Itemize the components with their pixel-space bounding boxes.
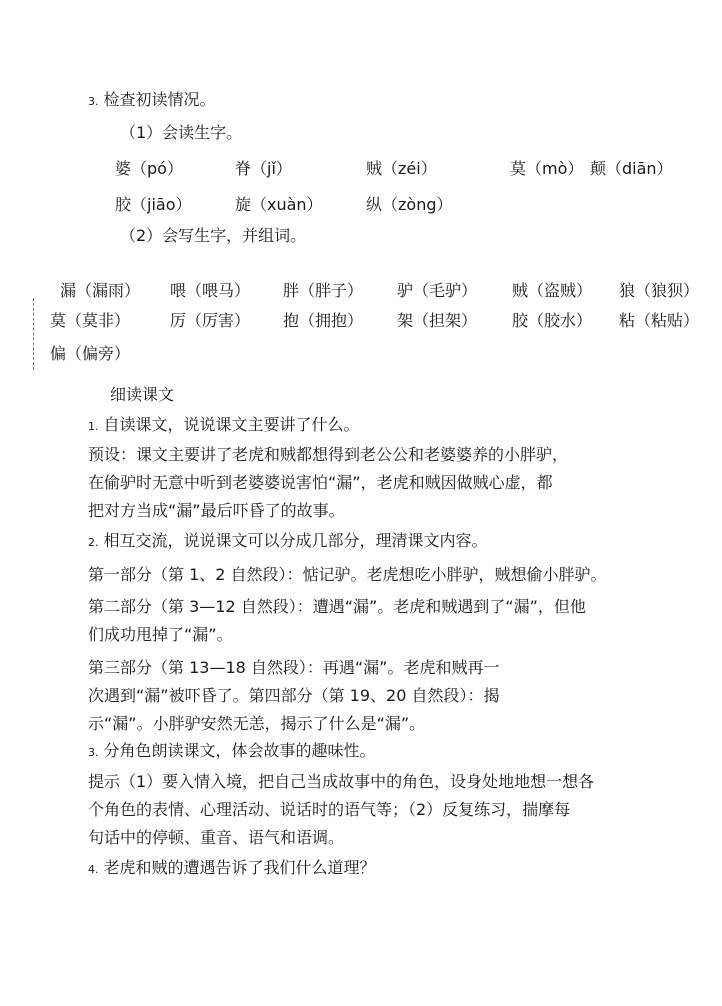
pinyin-item: 旋（xuàn） xyxy=(235,195,323,214)
section3-sub1: （1）会读生字。 xyxy=(120,123,243,142)
pinyin-item: 婆（pó） xyxy=(115,159,183,178)
pinyin-item: 贼（zéi） xyxy=(366,159,437,178)
section3-title: 检查初读情况。 xyxy=(103,90,216,109)
pinyin-item: 胶（jiāo） xyxy=(115,195,192,214)
pinyin-item: 颠（diān） xyxy=(590,159,673,178)
question-4-number: 4. xyxy=(88,863,99,876)
word-item: 贼（盗贼） xyxy=(512,281,593,300)
question-2-text: 相互交流，说说课文可以分成几部分，理清课文内容。 xyxy=(103,531,488,550)
word-item: 偏（偏旁） xyxy=(50,344,131,363)
question-2 xyxy=(88,530,488,554)
question-3 xyxy=(88,740,376,764)
tips-line: 提示（1）要入情入境，把自己当成故事中的角色，设身处地地想一想各 xyxy=(88,772,595,791)
tips-line: 句话中的停顿、重音、语气和语调。 xyxy=(88,828,345,847)
answer-line: 在偷驴时无意中听到老婆婆说害怕“漏”，老虎和贼因做贼心虚，都 xyxy=(88,473,553,492)
word-item: 胖（胖子） xyxy=(283,281,364,300)
word-item: 胶（胶水） xyxy=(512,311,593,330)
part-3-line: 次遇到“漏”被吓昏了。第四部分（第 19、20 自然段）：揭 xyxy=(88,686,500,705)
question-4-text: 老虎和贼的遭遇告诉了我们什么道理？ xyxy=(103,858,376,877)
tips-line: 个角色的表情、心理活动、说话时的语气等；（2）反复练习，揣摩每 xyxy=(88,800,571,819)
question-3-text: 分角色朗读课文，体会故事的趣味性。 xyxy=(103,741,376,760)
answer-line: 预设：课文主要讲了老虎和贼都想得到老公公和老婆婆养的小胖驴， xyxy=(88,445,569,464)
part-1: 第一部分（第 1、2 自然段）：惦记驴。老虎想吃小胖驴，贼想偷小胖驴。 xyxy=(88,565,607,584)
word-item: 狼（狼狈） xyxy=(619,281,700,300)
question-1-number: 1. xyxy=(88,420,99,433)
part-3-line: 第三部分（第 13—18 自然段）：再遇“漏”。老虎和贼再一 xyxy=(88,658,500,677)
word-item: 喂（喂马） xyxy=(170,281,251,300)
section-title: 细读课文 xyxy=(110,385,175,404)
question-2-number: 2. xyxy=(88,536,99,549)
section3-sub2: （2）会写生字，并组词。 xyxy=(120,226,307,245)
section3-number: 3. xyxy=(88,95,99,108)
word-item: 厉（厉害） xyxy=(170,311,251,330)
part-2-line: 们成功甩掉了“漏”。 xyxy=(88,625,233,644)
question-4 xyxy=(88,857,376,881)
word-item: 架（担架） xyxy=(397,311,478,330)
word-item: 粘（粘贴） xyxy=(619,311,700,330)
question-3-number: 3. xyxy=(88,746,99,759)
word-item: 莫（莫非） xyxy=(50,311,131,330)
margin-dash-line xyxy=(33,298,34,370)
word-item: 漏（漏雨） xyxy=(60,281,141,300)
pinyin-item: 莫（mò） xyxy=(510,159,584,178)
question-1-text: 自读课文，说说课文主要讲了什么。 xyxy=(103,415,360,434)
section3-heading xyxy=(88,89,216,113)
question-1 xyxy=(88,414,360,438)
answer-line: 把对方当成“漏”最后吓昏了的故事。 xyxy=(88,501,345,520)
word-item: 抱（拥抱） xyxy=(283,311,364,330)
part-3-line: 示“漏”。小胖驴安然无恙，揭示了什么是“漏”。 xyxy=(88,714,426,733)
pinyin-item: 纵（zòng） xyxy=(366,195,453,214)
part-2-line: 第二部分（第 3—12 自然段）：遭遇“漏”。老虎和贼遇到了“漏”，但他 xyxy=(88,597,586,616)
word-item: 驴（毛驴） xyxy=(397,281,478,300)
pinyin-item: 脊（jǐ） xyxy=(235,159,292,178)
